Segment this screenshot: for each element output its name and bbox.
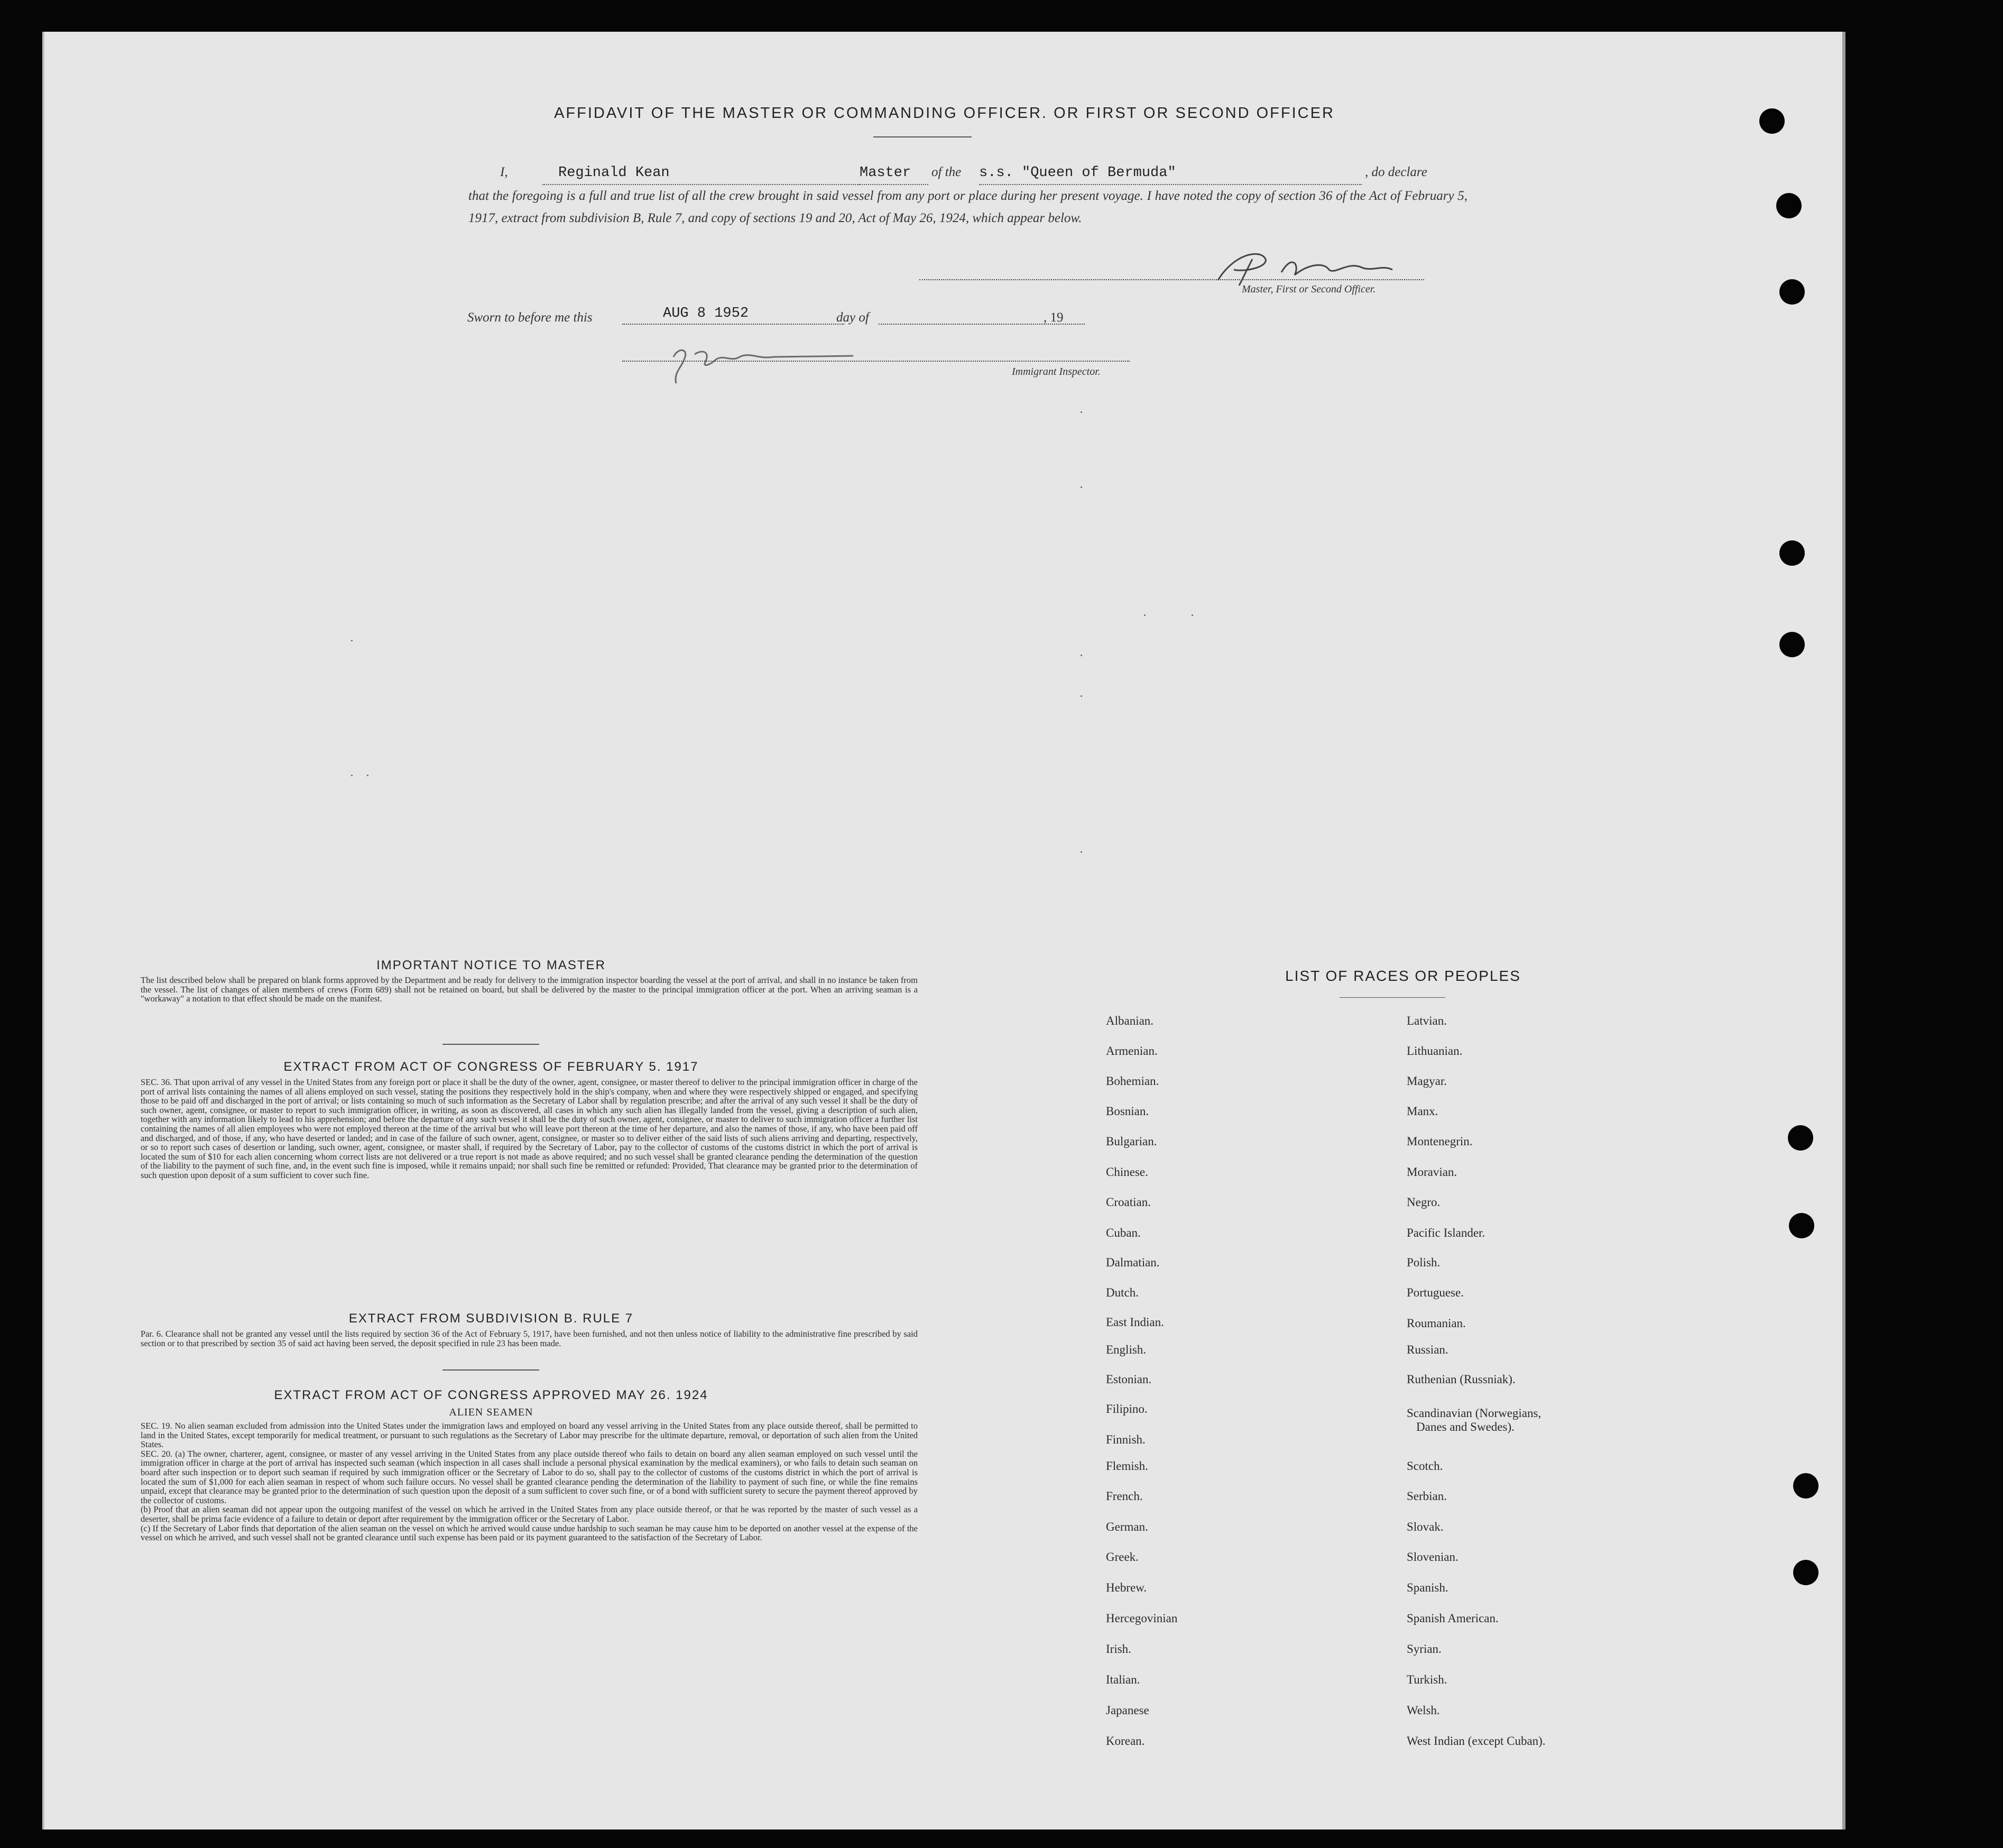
sheet-edge (1842, 32, 1845, 1829)
punch-hole (1779, 279, 1805, 305)
punch-hole (1793, 1473, 1819, 1498)
race-item: Magyar. (1407, 1074, 1447, 1088)
extract-1917-title: EXTRACT FROM ACT OF CONGRESS OF FEBRUARY 5. 1917 (283, 1060, 699, 1074)
sec-20a-paragraph: SEC. 20. (a) The owner, charterer, agent, consignee, or master of any vessel arriving in the United States from any place outside thereof who fails to detain on board any alien seaman employed on such vessel until the immigration officer in charge at the port of arrival has inspected such seaman (which inspection in all cases shall include a personal physical examination by the medical examiners), or who fails to detain such seaman on board after such inspection or to deport such seaman if required by such immigration officer or the Secretary of Labor to do so, shall pay to the collector of customs of the customs district in which the port of arrival is located the sum of $1,000 for each alien seaman in respect of whom such failure occurs. No vessel shall be granted clearance pending the determination of the liability to payment of such fine, or while the fine remains unpaid, except that clearance may be granted prior to the determination of such question upon the deposit of a sum sufficient to cover such fine, or of a bond with sufficient surety to secure the payment thereof approved by the collector of customs. (141, 1448, 918, 1505)
speck (351, 775, 353, 776)
race-item: Negro. (1407, 1196, 1441, 1209)
race-item: Armenian. (1106, 1044, 1158, 1058)
day-of-label: day of (836, 310, 869, 325)
do-declare-label: , do declare (1365, 165, 1427, 179)
section-divider (442, 1044, 539, 1045)
extract-1917-text (125, 1078, 918, 1180)
inspector-caption: Immigrant Inspector. (1012, 366, 1101, 378)
race-item: Portuguese. (1407, 1286, 1464, 1299)
race-item: Greek. (1106, 1550, 1139, 1564)
speck (1192, 614, 1193, 616)
race-item: Ruthenian (Russniak). (1407, 1373, 1516, 1386)
race-item: Pacific Islander. (1407, 1226, 1485, 1239)
race-item: English. (1106, 1343, 1147, 1356)
sworn-prefix: Sworn to before me this (467, 310, 593, 325)
punch-hole (1776, 193, 1802, 218)
race-item: Italian. (1106, 1673, 1140, 1686)
race-item: Slovenian. (1407, 1550, 1459, 1564)
race-item: Irish. (1106, 1642, 1131, 1656)
affidavit-declaration-line (468, 161, 1467, 185)
year-suffix: , 19 (1044, 310, 1064, 325)
race-item: Russian. (1407, 1343, 1448, 1356)
affidavit-title: AFFIDAVIT OF THE MASTER OR COMMANDING OFFICER. OR FIRST OR SECOND OFFICER (554, 105, 1335, 122)
race-item: Welsh. (1407, 1704, 1440, 1717)
race-item: Albanian. (1106, 1014, 1154, 1027)
race-item: Spanish American. (1407, 1612, 1499, 1625)
race-item: German. (1106, 1520, 1148, 1533)
sec-20b-paragraph: (b) Proof that an alien seaman did not appear upon the outgoing manifest of the vessel on which he arrived in the United States from any place outside thereof, or that he was reported by the master of such vessel as a deserter, shall be prima facie evidence of a failure to detain or deport after requirement by the immigration officer or the Secretary of Labor. (141, 1504, 918, 1524)
race-item: Polish. (1407, 1256, 1441, 1269)
intro-i: I, (500, 165, 508, 179)
sec-19-paragraph: SEC. 19. No alien seaman excluded from admission into the United States under the immigration laws and employed on board any vessel arriving in the United States from any place outside thereof, shall be permitted to land in the United States, except temporarily for medical treatment, or pursuant to such regulations as the Secretary of Labor may prescribe for the ultimate departure, removal, or deportation of such alien from the United States. (141, 1421, 918, 1450)
race-item: Serbian. (1407, 1490, 1447, 1503)
race-item: Flemish. (1106, 1459, 1148, 1473)
extract-1924-title: EXTRACT FROM ACT OF CONGRESS APPROVED MAY 26. 1924 (274, 1388, 708, 1402)
race-item: Moravian. (1407, 1165, 1457, 1179)
affidavit-statement: that the foregoing is a full and true list of all the crew brought in said vessel from any port or place during her present voyage. I have noted the copy of section 36 of the Act of February 5, 1917, extract from subdivision B, Rule 7, and copy of sections 19 and 20, Act of May 26, 1924, which appear below. (468, 189, 1467, 225)
race-item: Montenegrin. (1407, 1135, 1473, 1148)
signature-caption: Master, First or Second Officer. (1242, 283, 1376, 295)
race-item: East Indian. (1106, 1316, 1164, 1329)
sworn-date-stamp: AUG 8 1952 (663, 306, 749, 321)
sec-36-paragraph: SEC. 36. That upon arrival of any vessel in the United States from any foreign port or place it shall be the duty of the owner, agent, consignee, or master thereof to deliver to the principal immigration officer in charge of the port of arrival lists containing the names of all aliens employed on such vessel, stating the positions they respectively hold in the ship's company, when and where they were respectively shipped or engaged, and specifying those to be paid off and discharged in the port of arrival; or lists containing so much of such information as the Secretary of Labor shall by regulation prescribe; and after the arrival of any such vessel it shall be the duty of such owner, agent, consignee, or master to report to such immigration officer, in writing, as soon as discovered, all cases in which any such alien has illegally landed from the vessel, giving a description of such alien, together with any information likely to lead to his apprehension; and before the departure of any such vessel it shall be the duty of such owner, agent, consignee, or master to deliver to such immigration officer a further list containing the names of all alien employees who were not employed thereon at the time of the arrival but who will leave port thereon at the time of her departure, and also the names of those, if any, who have been paid off and discharged, and of those, if any, who have deserted or landed; and in case of the failure of such owner, agent, consignee, or master so to deliver either of the said lists of such aliens arriving and departing, respectively, or so to report such cases of desertion or landing, such owner, agent, consignee, or master shall, if required by the Secretary of Labor, pay to the collector of customs of the customs district in which the port of arrival is located the sum of $10 for each alien concerning whom correct lists are not delivered or a true report is not made as above required; and no such vessel shall be granted clearance pending the determination of the question of the liability to the payment of such fine, and, in the event such fine is imposed, while it remains unpaid; nor shall such fine be remitted or refunded: Provided, That clearance may be granted prior to the determination of such question upon deposit of a sum sufficient to cover such fine. (141, 1077, 918, 1180)
extract-rule7-title: EXTRACT FROM SUBDIVISION B. RULE 7 (348, 1311, 634, 1326)
race-item: Scandinavian (Norwegians, (1407, 1406, 1542, 1420)
sec-20c-paragraph: (c) If the Secretary of Labor finds that deportation of the alien seaman on the vessel on which he arrived would cause undue hardship to such seaman he may cause him to be deported on another vessel at the expense of the vessel on which he arrived, and such vessel shall not be granted clearance until such expense has been paid or its payment guaranteed to the satisfaction of the Secretary of Labor. (141, 1523, 918, 1543)
race-item: Hebrew. (1106, 1581, 1147, 1594)
speck (351, 640, 353, 641)
alien-seamen-subtitle: ALIEN SEAMEN (449, 1406, 533, 1418)
title-divider (873, 136, 972, 137)
race-item: Bosnian. (1106, 1105, 1149, 1118)
punch-hole (1793, 1560, 1819, 1585)
speck (1081, 486, 1082, 488)
race-item: Estonian. (1106, 1373, 1152, 1386)
race-item: Roumanian. (1407, 1317, 1466, 1330)
race-item: Syrian. (1407, 1642, 1442, 1656)
sworn-line (467, 307, 1102, 329)
punch-hole (1789, 1213, 1814, 1238)
race-item: Cuban. (1106, 1226, 1141, 1239)
race-item: Dutch. (1106, 1286, 1139, 1299)
speck (1081, 851, 1082, 853)
races-divider (1340, 997, 1445, 998)
race-item: Bohemian. (1106, 1074, 1159, 1088)
race-item: Dalmatian. (1106, 1256, 1160, 1269)
extract-1924-text (125, 1421, 918, 1542)
race-item: Latvian. (1407, 1014, 1447, 1027)
races-title: LIST OF RACES OR PEOPLES (1285, 968, 1521, 984)
punch-hole (1779, 632, 1805, 657)
notice-title: IMPORTANT NOTICE TO MASTER (376, 958, 606, 972)
race-item: Bulgarian. (1106, 1135, 1157, 1148)
race-item: West Indian (except Cuban). (1407, 1734, 1546, 1748)
race-item: Manx. (1407, 1105, 1438, 1118)
speck (1081, 655, 1082, 656)
race-item: Japanese (1106, 1704, 1149, 1717)
race-item: Spanish. (1407, 1581, 1448, 1594)
punch-hole (1788, 1125, 1813, 1151)
notice-paragraph: The list described below shall be prepared on blank forms approved by the Department and be ready for delivery to the immigration inspector boarding the vessel at the port of arrival, and shall in no instance be taken from the vessel. The list of changes of alien members of crews (Form 689) shall not be retained on board, but shall be delivered by the master to the principal immigration officer at the port. When an arriving seaman is a "workaway" a notation to that effect should be made on the manifest. (141, 975, 918, 1004)
race-item: Croatian. (1106, 1196, 1151, 1209)
race-item: French. (1106, 1490, 1143, 1503)
master-rank: Master (860, 162, 928, 185)
inspector-signature-line (622, 361, 1130, 362)
speck (1081, 695, 1082, 697)
notice-text (125, 976, 918, 1004)
document-page (42, 32, 1844, 1829)
race-item: Filipino. (1106, 1402, 1148, 1415)
race-item: Danes and Swedes). (1416, 1420, 1515, 1433)
section-divider (442, 1369, 539, 1371)
extract-rule7-text (125, 1329, 918, 1348)
race-item: Lithuanian. (1407, 1044, 1463, 1058)
race-item: Hercegovinian (1106, 1612, 1178, 1625)
par-6-paragraph: Par. 6. Clearance shall not be granted any vessel until the lists required by section 36 of the Act of February 5, 1917, have been furnished, and not then unless notice of liability to the administrative fine prescribed by said section or to that prescribed by section 35 of said act having been served, the deposit specified in rule 23 has been made. (141, 1329, 918, 1348)
inspector-signature (652, 336, 917, 389)
master-name: Reginald Kean (542, 162, 860, 185)
speck (1081, 411, 1082, 413)
race-item: Scotch. (1407, 1459, 1443, 1473)
speck (367, 775, 368, 776)
sworn-day-line (622, 324, 844, 325)
race-item: Turkish. (1407, 1673, 1447, 1686)
punch-hole (1759, 108, 1785, 134)
race-item: Chinese. (1106, 1165, 1148, 1179)
punch-hole (1779, 540, 1805, 566)
vessel-name: s.s. "Queen of Bermuda" (979, 162, 1362, 185)
speck (1144, 614, 1146, 616)
race-item: Korean. (1106, 1734, 1145, 1748)
race-item: Finnish. (1106, 1433, 1146, 1446)
race-item: Slovak. (1407, 1520, 1444, 1533)
of-the-label: of the (931, 165, 962, 179)
